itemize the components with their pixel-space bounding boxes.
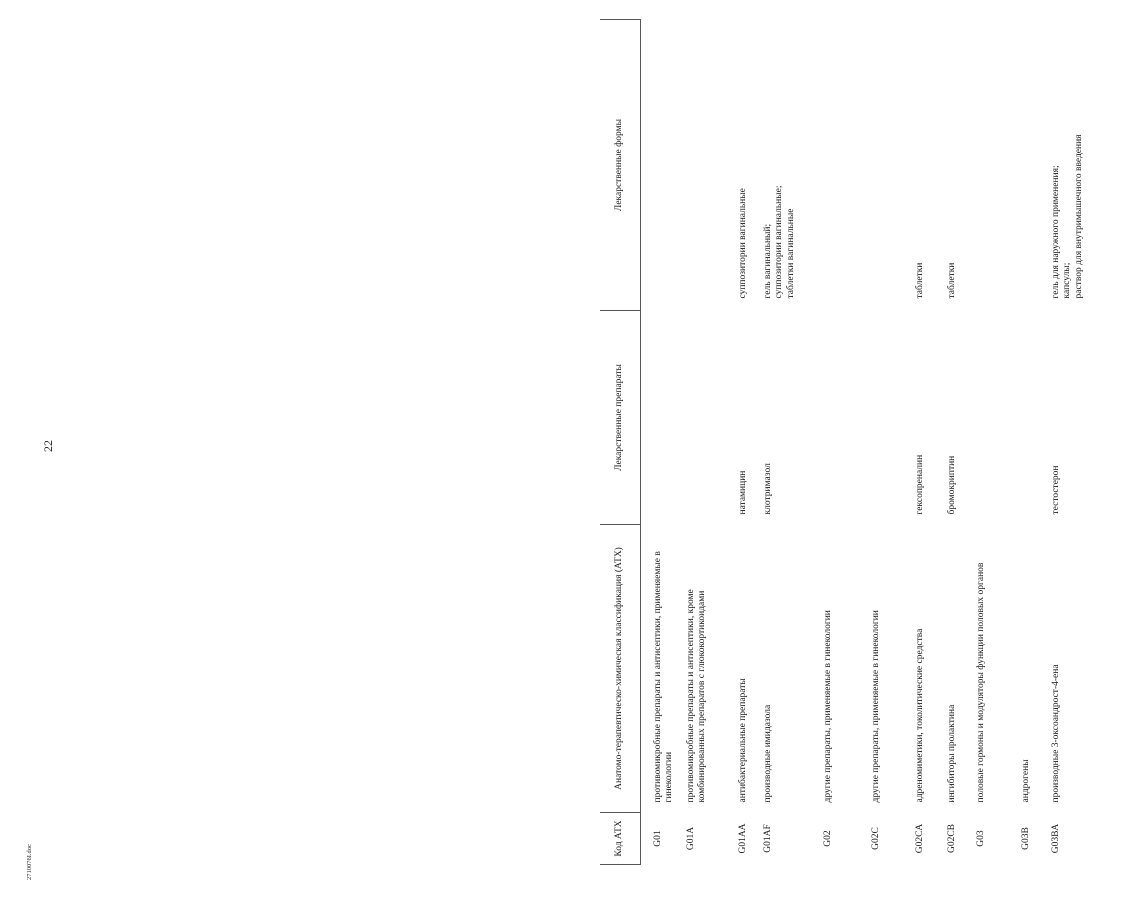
atx-classification: ингибиторы пролактина bbox=[946, 704, 957, 803]
table-row bbox=[944, 20, 973, 865]
atx-code: G01 bbox=[653, 830, 663, 847]
drug-name bbox=[973, 311, 1015, 525]
dosage-forms bbox=[823, 20, 869, 311]
dosage-forms bbox=[641, 20, 676, 311]
atx-code: G03 bbox=[975, 830, 986, 847]
dosage-forms bbox=[869, 20, 912, 311]
dosage-form: гель вагинальный; bbox=[762, 223, 773, 299]
drug-name bbox=[676, 311, 731, 525]
drug-name bbox=[869, 311, 912, 525]
dosage-form: раствор для внутримышечного введения bbox=[1073, 134, 1084, 299]
atx-classification: антибактериальные препараты bbox=[737, 678, 748, 803]
page-number: 22 bbox=[41, 440, 55, 452]
table-row bbox=[912, 20, 944, 865]
dosage-form: суппозитории вагинальные bbox=[737, 188, 748, 299]
header-code: Код АТХ bbox=[600, 813, 641, 865]
drug-name: тестостерон bbox=[1050, 465, 1061, 515]
atx-code: G03BA bbox=[1050, 823, 1061, 854]
atx-code: G02 bbox=[822, 830, 833, 847]
drug-name: гексопреналин bbox=[914, 454, 925, 515]
atx-classification: другие препараты, применяемые в гинекологии bbox=[822, 610, 833, 803]
drug-name bbox=[1015, 311, 1048, 525]
atx-drug-table bbox=[600, 19, 1118, 865]
atx-classification: другие препараты, применяемые в гинекологии bbox=[870, 610, 881, 803]
atx-classification: противомикробные препараты и антисептики, применяемые в гинекологии bbox=[653, 551, 675, 803]
dosage-form: суппозитории вагинальные; bbox=[774, 185, 785, 299]
atx-classification: адреномиметики, токолитические средства bbox=[914, 628, 925, 803]
table-row bbox=[869, 20, 912, 865]
dosage-form: таблетки bbox=[946, 262, 957, 299]
dosage-forms bbox=[973, 20, 1015, 311]
drug-name: бромокриптин bbox=[946, 455, 957, 515]
atx-code: G03B bbox=[1020, 827, 1031, 850]
dosage-form: таблетки bbox=[914, 262, 925, 299]
table-row bbox=[823, 20, 869, 865]
table-row bbox=[973, 20, 1015, 865]
dosage-forms bbox=[676, 20, 731, 311]
header-drugs: Лекарственные препараты bbox=[600, 311, 641, 525]
atx-code: G01AF bbox=[762, 824, 773, 853]
drug-name: клотримазол bbox=[762, 463, 773, 515]
table-row bbox=[1015, 20, 1048, 865]
dosage-forms bbox=[1015, 20, 1048, 311]
dosage-form: таблетки вагинальные bbox=[785, 208, 796, 299]
dosage-form: капсулы; bbox=[1062, 262, 1073, 299]
table-row bbox=[731, 20, 760, 865]
dosage-forms bbox=[912, 20, 944, 311]
footer-file-name: 2710076I.doc bbox=[26, 844, 33, 880]
dosage-forms bbox=[731, 20, 760, 311]
atx-classification: производные имидазола bbox=[762, 704, 773, 803]
table-row bbox=[760, 20, 823, 865]
table-row bbox=[641, 20, 676, 865]
rotated-table-region bbox=[600, 20, 1140, 865]
dosage-form: гель для наружного применения; bbox=[1050, 165, 1061, 299]
dosage-forms bbox=[760, 20, 823, 311]
drug-name bbox=[823, 311, 869, 525]
atx-classification: андрогены bbox=[1020, 759, 1031, 803]
atx-classification: противомикробные препараты и антисептики, кроме комбинированных препаратов с глюкокортикоидами bbox=[685, 589, 708, 803]
table-row bbox=[1048, 20, 1118, 865]
atx-code: G02C bbox=[870, 827, 881, 850]
table-header-row bbox=[600, 20, 641, 865]
atx-code: G02CA bbox=[914, 823, 925, 854]
atx-code: G01A bbox=[685, 826, 696, 851]
table-row bbox=[676, 20, 731, 865]
header-forms: Лекарственные формы bbox=[600, 20, 641, 311]
drug-name: натамицин bbox=[737, 470, 748, 515]
atx-code: G02CB bbox=[946, 823, 957, 854]
dosage-forms bbox=[1048, 20, 1118, 311]
drug-name bbox=[641, 311, 676, 525]
atx-code: G01AA bbox=[737, 823, 748, 854]
atx-classification: производные 3-оксоандрост-4-ена bbox=[1050, 664, 1061, 803]
dosage-forms bbox=[944, 20, 973, 311]
header-classification: Анатомо-терапевтическо-химическая классификация (АТХ) bbox=[600, 525, 641, 813]
atx-classification: половые гормоны и модуляторы функции половых органов bbox=[975, 562, 986, 803]
